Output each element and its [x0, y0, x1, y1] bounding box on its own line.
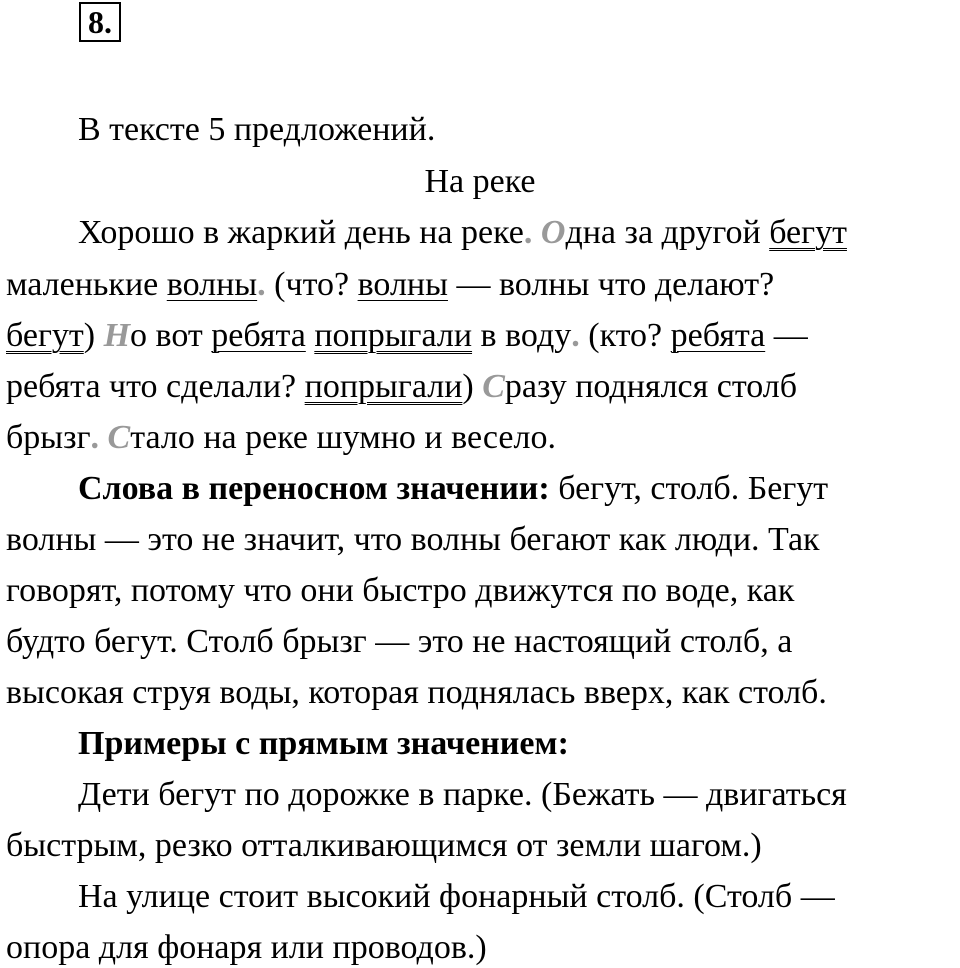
- text-fragment: разу поднялся столб: [504, 368, 798, 405]
- text-fragment: маленькие: [6, 266, 167, 303]
- figurative-line-5: высокая струя воды, которая поднялась вверх, как столб.: [6, 674, 827, 711]
- predicate-word: бегут: [769, 214, 847, 251]
- direct-example-1-line-2: быстрым, резко отталкивающимся от земли шагом.): [6, 827, 762, 864]
- predicate-word: попрыгали: [314, 317, 473, 354]
- text-fragment: дна за другой: [565, 214, 770, 251]
- text-fragment: ребята что сделали?: [6, 368, 305, 405]
- space: [99, 419, 108, 456]
- predicate-word: попрыгали: [304, 368, 463, 405]
- text-fragment: (что?: [265, 266, 358, 303]
- direct-heading-text: Примеры с прямым значением:: [78, 725, 569, 762]
- text-line-2: [6, 265, 774, 305]
- text-fragment: о вот: [130, 317, 212, 354]
- task-number: 8.: [79, 2, 121, 42]
- sentence-end-mark: .: [257, 266, 266, 303]
- predicate-word: бегут: [6, 317, 84, 354]
- sentence-capital: С: [482, 368, 505, 405]
- intro-line: В тексте 5 предложений.: [78, 111, 436, 148]
- figurative-line-3: говорят, потому что они быстро движутся по воде, как: [6, 572, 795, 609]
- text-fragment: Хорошо в жаркий день на реке: [78, 214, 524, 251]
- subject-word: волны: [166, 266, 258, 303]
- subject-word: ребята: [670, 317, 766, 354]
- text-fragment: ): [462, 368, 483, 405]
- direct-heading: [78, 724, 569, 764]
- figurative-line-2: волны — это не значит, что волны бегают как люди. Так: [6, 521, 820, 558]
- text-line-4: [6, 367, 797, 407]
- sentence-end-mark: .: [90, 419, 100, 456]
- direct-example-1-line-1: Дети бегут по дорожке в парке. (Бежать — двигаться: [78, 776, 847, 813]
- text-fragment: (кто?: [579, 317, 671, 354]
- text-fragment: ): [83, 317, 104, 354]
- sentence-end-mark: .: [571, 317, 580, 354]
- text-line-3: [6, 316, 808, 356]
- sentence-capital: С: [107, 419, 131, 456]
- subject-word: ребята: [211, 317, 306, 354]
- figurative-words: бегут, столб. Бегут: [549, 470, 829, 507]
- figurative-heading: Слова в переносном значении:: [78, 470, 550, 507]
- text-title: На реке: [424, 163, 536, 200]
- sentence-capital: О: [540, 214, 566, 251]
- direct-example-2-line-2: опора для фонаря или проводов.): [6, 929, 487, 966]
- text-line-1: [78, 213, 847, 253]
- text-fragment: — волны что делают?: [447, 266, 775, 303]
- subject-word: волны: [357, 266, 448, 303]
- direct-example-2-line-1: На улице стоит высокий фонарный столб. (Столб —: [78, 878, 835, 915]
- text-fragment: брызг: [6, 419, 91, 456]
- sentence-capital: Н: [103, 317, 131, 354]
- text-line-5: [6, 418, 556, 458]
- text-fragment: в воду: [472, 317, 572, 354]
- text-fragment: тало на реке шумно и весело.: [130, 419, 556, 456]
- text-fragment: —: [765, 317, 808, 354]
- figurative-line-1: [78, 469, 828, 509]
- sentence-end-mark: .: [523, 214, 533, 251]
- figurative-line-4: будто бегут. Столб брызг — это не настоящий столб, а: [6, 623, 793, 660]
